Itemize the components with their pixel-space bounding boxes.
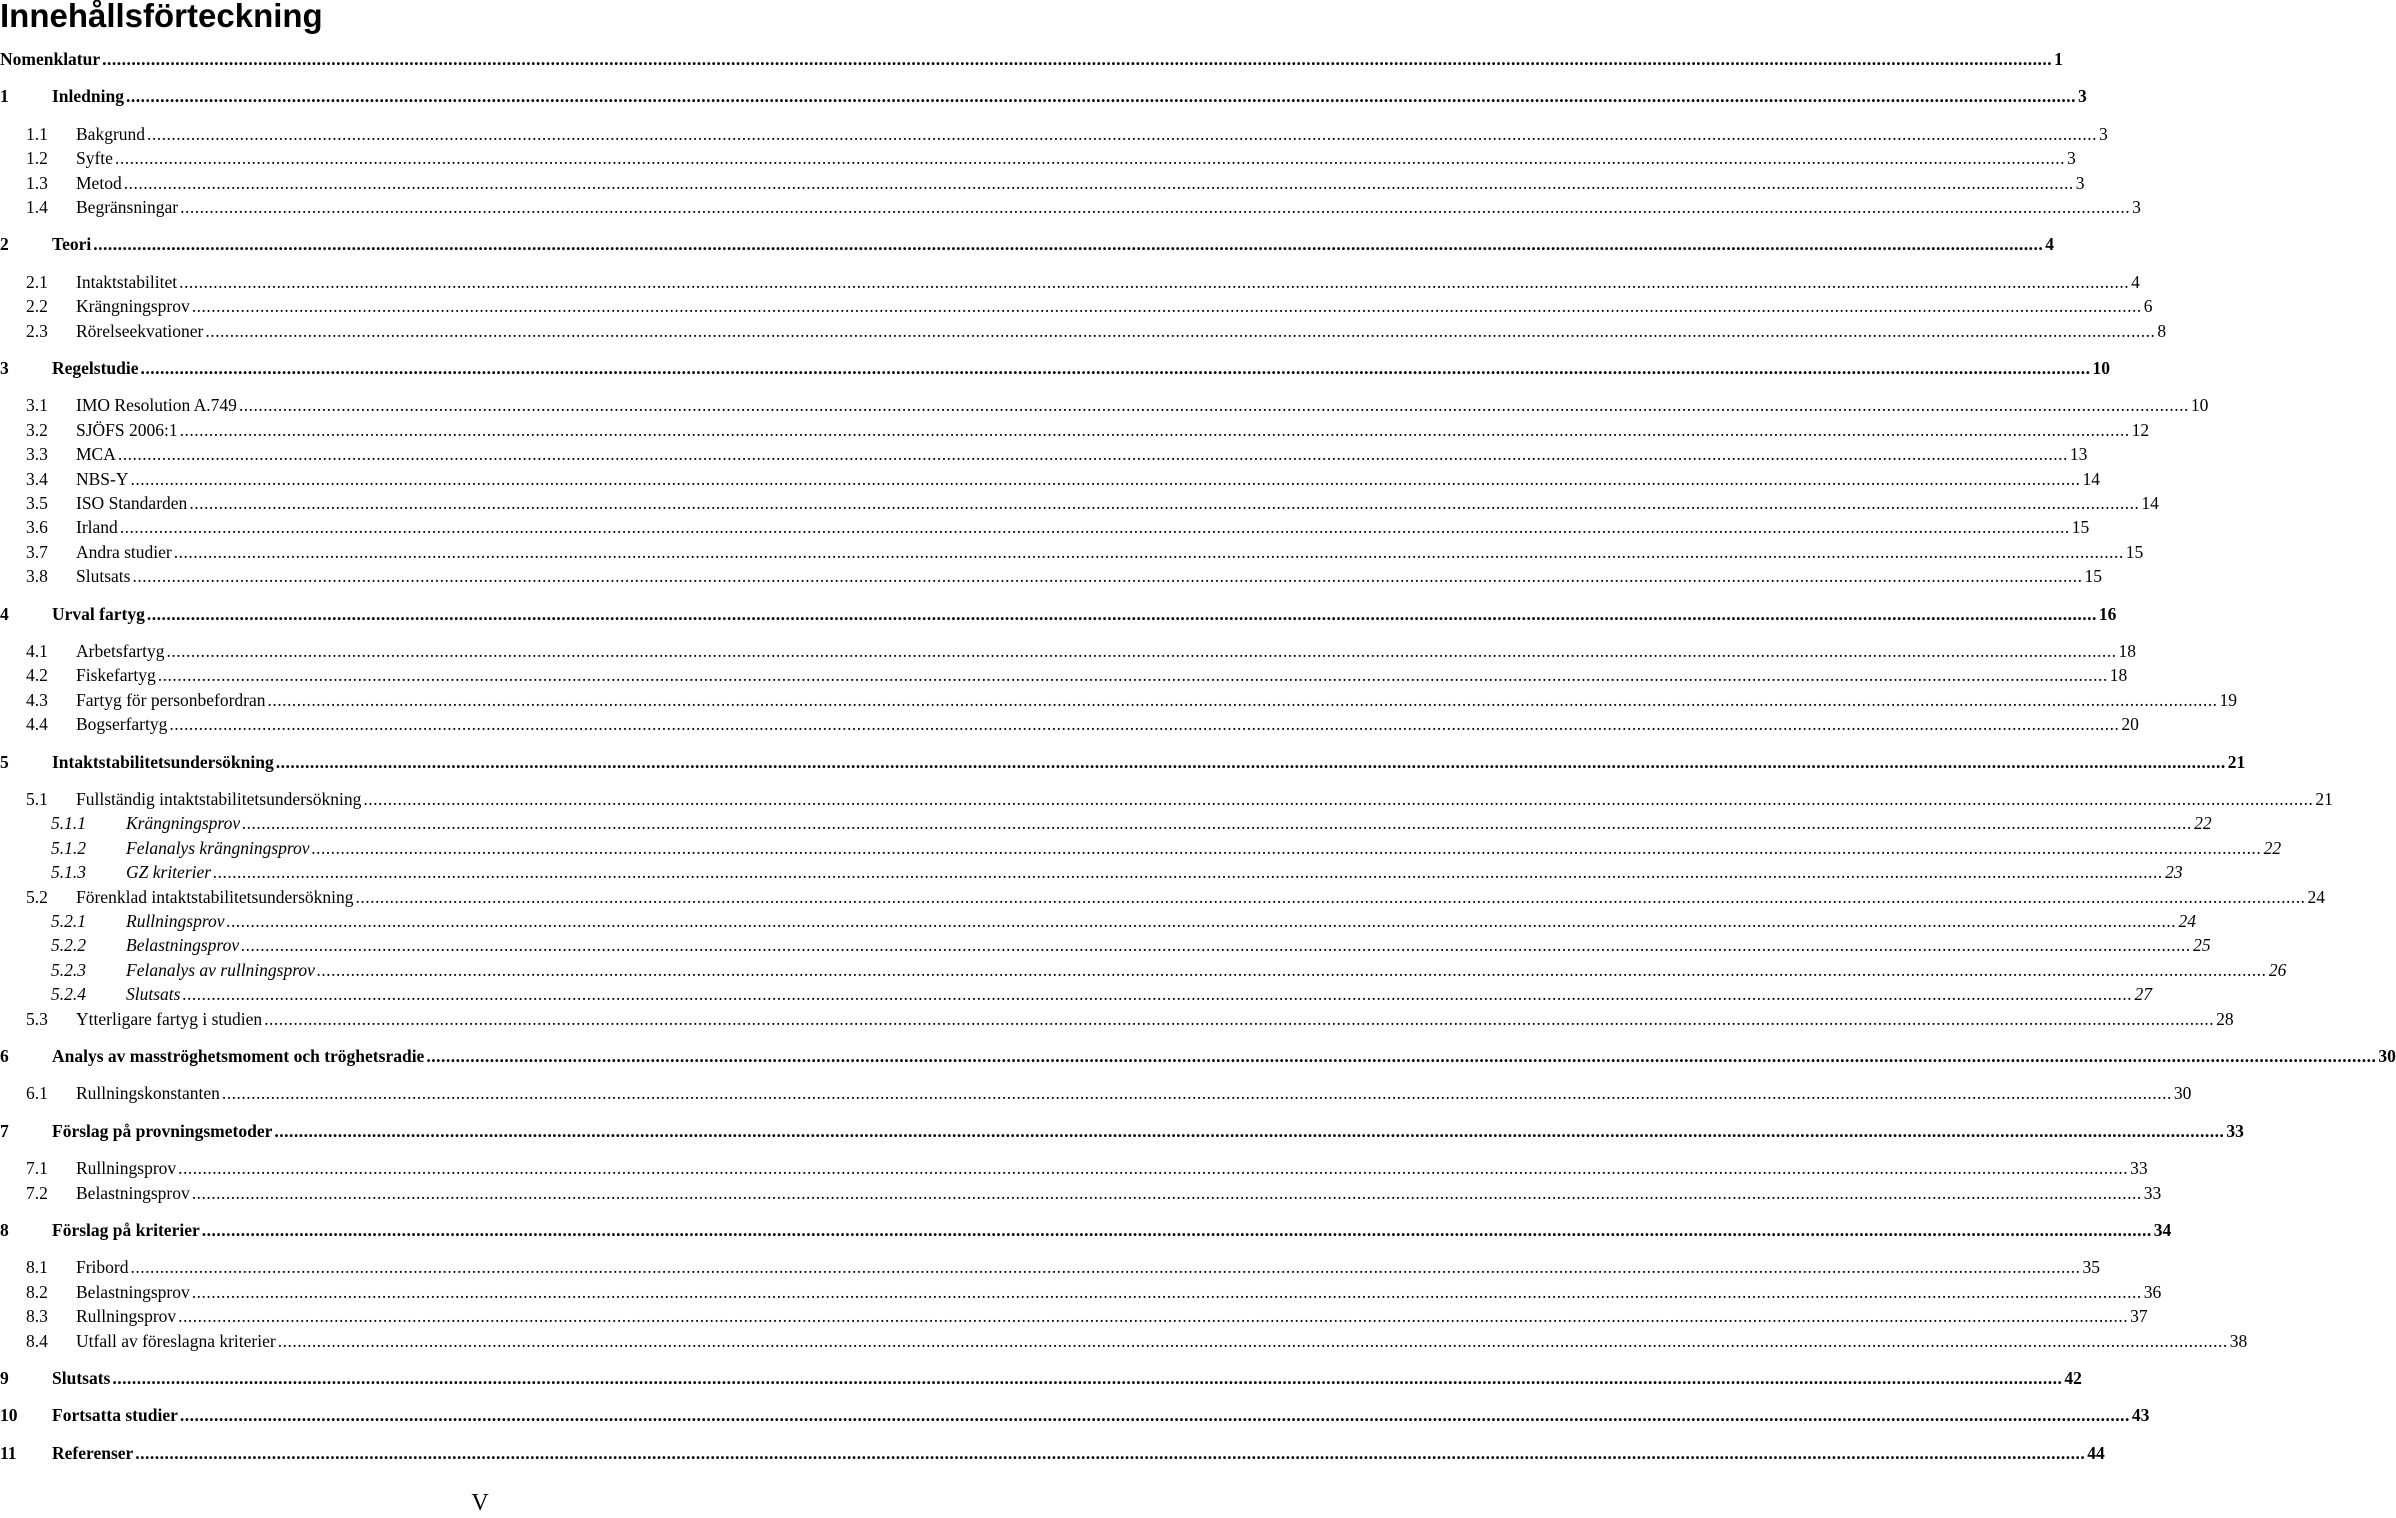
toc-entry-label: Analys av masströghetsmoment och tröghetsradie bbox=[52, 1046, 425, 1066]
dot-leader: ................................................................................................................................................................................................................................................................................................................................................................................................................ bbox=[191, 296, 2142, 317]
toc-entry-page: 14 bbox=[2082, 468, 2101, 489]
toc-entry-label: Intaktstabilitetsundersökning bbox=[52, 751, 274, 772]
toc-entry-line bbox=[126, 811, 2212, 835]
toc-entry-number: 3.2 bbox=[26, 419, 48, 440]
toc-entry-line bbox=[0, 47, 2063, 71]
toc-section-entry[interactable] bbox=[0, 1156, 2148, 1180]
toc-entry-label: Begränsningar bbox=[76, 197, 179, 217]
toc-entry-label: Förenklad intaktstabilitetsundersökning bbox=[76, 886, 354, 907]
toc-entry-number: 3.7 bbox=[26, 541, 48, 562]
toc-entry-number: 3.6 bbox=[26, 517, 48, 538]
toc-entry-label: Fortsatta studier bbox=[52, 1405, 178, 1426]
toc-entry-line bbox=[76, 1181, 2162, 1205]
toc-entry-line bbox=[76, 885, 2326, 909]
toc-entry-label: Krängningsprov bbox=[126, 813, 241, 834]
toc-entry-label: Teori bbox=[52, 234, 92, 255]
toc-entry-number: 9 bbox=[0, 1368, 9, 1388]
toc-entry-label: Rullningsprov bbox=[76, 1158, 177, 1179]
toc-entry-page: 20 bbox=[2121, 714, 2139, 735]
toc-entry-number: 4.3 bbox=[26, 689, 48, 710]
toc-chapter-entry[interactable] bbox=[0, 1366, 2082, 1390]
toc-section-entry[interactable] bbox=[0, 1007, 2234, 1031]
dot-leader: ................................................................................................................................................................................................................................................................................................................................................................................................................ bbox=[221, 1083, 2172, 1104]
toc-entry-number: 3.4 bbox=[26, 468, 48, 489]
toc-entry-line bbox=[76, 1081, 2192, 1105]
toc-entry-number: 1.2 bbox=[26, 148, 48, 169]
toc-entry-line bbox=[76, 294, 2153, 318]
toc-entry-number: 2 bbox=[0, 234, 9, 255]
toc-entry-line bbox=[76, 1280, 2162, 1304]
dot-leader: ................................................................................................................................................................................................................................................................................................................................................................................................................ bbox=[275, 751, 2226, 772]
toc-entry-number: 4.2 bbox=[26, 665, 48, 686]
dot-leader: ................................................................................................................................................................................................................................................................................................................................................................................................................ bbox=[179, 419, 2130, 440]
dot-leader: ................................................................................................................................................................................................................................................................................................................................................................................................................ bbox=[114, 148, 2065, 169]
toc-entry-line bbox=[76, 442, 2088, 466]
toc-section-entry[interactable] bbox=[0, 195, 2141, 219]
toc-entry-number: 8.1 bbox=[26, 1257, 48, 1278]
toc-entry-label: Fiskefartyg bbox=[76, 665, 156, 686]
dot-leader: ................................................................................................................................................................................................................................................................................................................................................................................................................ bbox=[426, 1046, 2377, 1066]
toc-entry-line bbox=[126, 860, 2183, 884]
toc-entry-line bbox=[76, 787, 2333, 811]
toc-entry-page: 30 bbox=[2173, 1083, 2192, 1104]
toc-entry-page: 4 bbox=[2045, 234, 2054, 255]
dot-leader: ................................................................................................................................................................................................................................................................................................................................................................................................................ bbox=[130, 468, 2081, 489]
toc-entry-line bbox=[76, 712, 2139, 736]
toc-entry-line bbox=[52, 1044, 2396, 1068]
toc-entry-page: 24 bbox=[2178, 911, 2197, 931]
toc-chapter-entry[interactable] bbox=[0, 750, 2246, 774]
toc-entry-page: 33 bbox=[2143, 1182, 2162, 1203]
toc-entry-number: 2.2 bbox=[26, 296, 48, 317]
toc-entry-page: 33 bbox=[2130, 1158, 2148, 1179]
toc-entry-line bbox=[76, 270, 2140, 294]
toc-entry-page: 3 bbox=[2099, 123, 2108, 144]
toc-entry-number: 5.1.3 bbox=[51, 862, 86, 883]
dot-leader: ................................................................................................................................................................................................................................................................................................................................................................................................................ bbox=[93, 234, 2044, 255]
toc-chapter-entry[interactable] bbox=[0, 1044, 2396, 1068]
dot-leader: ................................................................................................................................................................................................................................................................................................................................................................................................................ bbox=[180, 197, 2131, 217]
toc-entry-page: 27 bbox=[2134, 984, 2152, 1005]
toc-entry-number: 8.4 bbox=[26, 1330, 48, 1351]
toc-entry-line bbox=[76, 393, 2209, 417]
toc-entry-line bbox=[76, 195, 2141, 219]
dot-leader: ................................................................................................................................................................................................................................................................................................................................................................................................................ bbox=[135, 1442, 2086, 1463]
toc-section-entry[interactable] bbox=[0, 787, 2333, 811]
toc-section-entry[interactable] bbox=[0, 418, 2150, 442]
toc-entry-label: NBS-Y bbox=[76, 468, 129, 489]
toc-entry-page: 10 bbox=[2092, 358, 2111, 378]
toc-entry-line bbox=[76, 1007, 2234, 1031]
dot-leader: ................................................................................................................................................................................................................................................................................................................................................................................................................ bbox=[179, 271, 2130, 292]
toc-chapter-entry[interactable] bbox=[0, 1441, 2105, 1465]
toc-entry-page: 15 bbox=[2125, 541, 2144, 562]
dot-leader: ................................................................................................................................................................................................................................................................................................................................................................................................................ bbox=[117, 444, 2068, 465]
dot-leader: ................................................................................................................................................................................................................................................................................................................................................................................................................ bbox=[355, 886, 2306, 907]
toc-entry-line bbox=[52, 356, 2111, 380]
toc-entry-number: 4.4 bbox=[26, 714, 48, 735]
toc-entry-page: 3 bbox=[2132, 197, 2141, 217]
toc-section-entry[interactable] bbox=[0, 1081, 2192, 1105]
toc-entry-label: Urval fartyg bbox=[52, 603, 145, 624]
toc-entry-page: 30 bbox=[2378, 1046, 2396, 1066]
toc-entry-page: 6 bbox=[2143, 296, 2153, 317]
toc-entry-label: Utfall av föreslagna kriterier bbox=[76, 1330, 276, 1351]
toc-section-entry[interactable] bbox=[0, 146, 2076, 170]
toc-entry-number: 5.1.1 bbox=[51, 813, 86, 834]
toc-entry-page: 15 bbox=[2071, 517, 2090, 538]
toc-subsection-entry[interactable] bbox=[0, 860, 2183, 884]
toc-entry-number: 8 bbox=[0, 1220, 9, 1240]
toc-entry-number: 1.4 bbox=[26, 197, 48, 217]
toc-section-entry[interactable] bbox=[0, 122, 2108, 146]
toc-entry-label: Bakgrund bbox=[76, 123, 146, 144]
dot-leader: ................................................................................................................................................................................................................................................................................................................................................................................................................ bbox=[264, 1008, 2215, 1029]
toc-entry-label: Metod bbox=[76, 172, 122, 193]
toc-entry-page: 19 bbox=[2219, 689, 2238, 710]
toc-entry-line bbox=[76, 639, 2136, 663]
toc-entry-line bbox=[76, 540, 2144, 564]
toc-section-entry[interactable] bbox=[0, 688, 2238, 712]
toc-entry-line bbox=[76, 491, 2159, 515]
dot-leader: ................................................................................................................................................................................................................................................................................................................................................................................................................ bbox=[182, 984, 2133, 1005]
toc-entry-page: 28 bbox=[2216, 1008, 2234, 1029]
toc-entry-line bbox=[76, 1156, 2148, 1180]
toc-section-entry[interactable] bbox=[0, 442, 2088, 466]
toc-entry-label: Arbetsfartyg bbox=[76, 641, 165, 661]
toc-entry-page: 3 bbox=[2075, 172, 2085, 193]
toc-entry-page: 21 bbox=[2227, 751, 2246, 772]
toc-entry-label: Fribord bbox=[76, 1257, 129, 1278]
toc-section-entry[interactable] bbox=[0, 491, 2159, 515]
toc-entry-page: 3 bbox=[2077, 86, 2087, 107]
toc-entry-line bbox=[76, 171, 2085, 195]
dot-leader: ................................................................................................................................................................................................................................................................................................................................................................................................................ bbox=[112, 1368, 2063, 1388]
toc-entry-number: 7.1 bbox=[26, 1158, 48, 1179]
dot-leader: ................................................................................................................................................................................................................................................................................................................................................................................................................ bbox=[132, 566, 2083, 587]
dot-leader: ................................................................................................................................................................................................................................................................................................................................................................................................................ bbox=[166, 641, 2117, 661]
toc-entry-label: Slutsats bbox=[52, 1368, 111, 1388]
dot-leader: ................................................................................................................................................................................................................................................................................................................................................................................................................ bbox=[102, 49, 2053, 69]
toc-entry-page: 44 bbox=[2087, 1442, 2105, 1463]
toc-entry-page: 10 bbox=[2190, 395, 2209, 416]
toc-section-entry[interactable] bbox=[0, 319, 2167, 343]
toc-entry-number: 1 bbox=[0, 86, 9, 107]
toc-entry-number: 5.2.1 bbox=[51, 911, 86, 931]
dot-leader: ................................................................................................................................................................................................................................................................................................................................................................................................................ bbox=[213, 862, 2164, 883]
toc-section-entry[interactable] bbox=[0, 294, 2153, 318]
toc-entry-label: GZ kriterier bbox=[126, 862, 212, 883]
toc-entry-page: 33 bbox=[2226, 1120, 2244, 1141]
toc-entry-label: MCA bbox=[76, 444, 116, 465]
dot-leader: ................................................................................................................................................................................................................................................................................................................................................................................................................ bbox=[242, 813, 2193, 834]
dot-leader: ................................................................................................................................................................................................................................................................................................................................................................................................................ bbox=[178, 1158, 2129, 1179]
toc-entry-number: 5.2.3 bbox=[51, 959, 86, 980]
toc-entry-label: ISO Standarden bbox=[76, 493, 188, 513]
toc-entry-line bbox=[52, 1441, 2105, 1465]
toc-entry-label: Krängningsprov bbox=[76, 296, 190, 317]
dot-leader: ................................................................................................................................................................................................................................................................................................................................................................................................................ bbox=[205, 320, 2156, 341]
dot-leader: ................................................................................................................................................................................................................................................................................................................................................................................................................ bbox=[130, 1257, 2081, 1278]
toc-entry-number: 1.1 bbox=[26, 123, 48, 144]
toc-entry-number: 10 bbox=[0, 1405, 18, 1426]
toc-entry-line bbox=[76, 418, 2150, 442]
toc-entry-number: 4 bbox=[0, 603, 9, 624]
toc-entry-line bbox=[76, 564, 2102, 588]
toc-section-entry[interactable] bbox=[0, 270, 2140, 294]
toc-entry-number: 11 bbox=[0, 1442, 17, 1463]
toc-entry-number: 3.8 bbox=[26, 566, 48, 587]
dot-leader: ................................................................................................................................................................................................................................................................................................................................................................................................................ bbox=[316, 959, 2267, 980]
dot-leader: ................................................................................................................................................................................................................................................................................................................................................................................................................ bbox=[140, 358, 2091, 378]
toc-chapter-entry[interactable] bbox=[0, 356, 2111, 380]
toc-subsection-entry[interactable] bbox=[0, 909, 2197, 933]
toc-section-entry[interactable] bbox=[0, 1280, 2162, 1304]
toc-chapter-entry[interactable] bbox=[0, 1119, 2244, 1143]
toc-entry-page: 13 bbox=[2069, 444, 2088, 465]
toc-entry-label: Felanalys krängningsprov bbox=[126, 837, 310, 858]
toc-entry-label: Slutsats bbox=[126, 984, 181, 1005]
toc-entry-number: 3.3 bbox=[26, 444, 48, 465]
toc-entry-label: Referenser bbox=[52, 1442, 134, 1463]
toc-entry-line bbox=[76, 319, 2167, 343]
toc-entry-line bbox=[52, 1119, 2244, 1143]
toc-entry-label: Rullningsprov bbox=[126, 911, 225, 931]
toc-entry-number: 2.1 bbox=[26, 271, 48, 292]
toc-entry-number: 5.2 bbox=[26, 886, 48, 907]
toc-entry-page: 12 bbox=[2131, 419, 2150, 440]
toc-entry-page: 38 bbox=[2229, 1330, 2248, 1351]
toc-entry-line bbox=[52, 84, 2087, 108]
toc-entry-line bbox=[126, 836, 2282, 860]
dot-leader: ................................................................................................................................................................................................................................................................................................................................................................................................................ bbox=[363, 789, 2314, 809]
toc-entry-line bbox=[76, 467, 2101, 491]
toc-chapter-entry[interactable] bbox=[0, 1218, 2172, 1242]
toc-subsection-entry[interactable] bbox=[0, 836, 2282, 860]
toc-entry-label: Andra studier bbox=[76, 541, 172, 562]
toc-entry-page: 15 bbox=[2084, 566, 2102, 587]
toc-entry-line bbox=[52, 602, 2117, 626]
toc-entry-number: 5.3 bbox=[26, 1008, 48, 1029]
toc-entry-page: 14 bbox=[2141, 493, 2159, 513]
toc-entry-label: SJÖFS 2006:1 bbox=[76, 419, 178, 440]
dot-leader: ................................................................................................................................................................................................................................................................................................................................................................................................................ bbox=[201, 1220, 2152, 1240]
dot-leader: ................................................................................................................................................................................................................................................................................................................................................................................................................ bbox=[267, 689, 2218, 710]
toc-section-entry[interactable] bbox=[0, 712, 2139, 736]
toc-section-entry[interactable] bbox=[0, 515, 2090, 539]
toc-entry-page: 3 bbox=[2066, 148, 2076, 169]
dot-leader: ................................................................................................................................................................................................................................................................................................................................................................................................................ bbox=[226, 911, 2177, 931]
toc-entry-label: Irland bbox=[76, 517, 118, 538]
toc-entry-page: 36 bbox=[2143, 1281, 2162, 1302]
toc-entry-label: Förslag på provningsmetoder bbox=[52, 1120, 273, 1141]
toc-entry-page: 24 bbox=[2307, 886, 2326, 907]
toc-entry-page: 21 bbox=[2315, 789, 2333, 809]
toc-entry-line bbox=[76, 515, 2090, 539]
toc-entry-label: Förslag på kriterier bbox=[52, 1220, 200, 1240]
toc-entry-page: 4 bbox=[2131, 271, 2140, 292]
toc-entry-number: 5 bbox=[0, 751, 9, 772]
toc-entry-line bbox=[52, 750, 2246, 774]
toc-entry-label: Belastningsprov bbox=[76, 1281, 190, 1302]
toc-entry-page: 35 bbox=[2082, 1257, 2100, 1278]
toc-section-entry[interactable] bbox=[0, 1329, 2248, 1353]
toc-entry-number: 2.3 bbox=[26, 320, 48, 341]
toc-entry-page: 43 bbox=[2131, 1405, 2150, 1426]
toc-section-entry[interactable] bbox=[0, 564, 2102, 588]
toc-entry-label: Nomenklatur bbox=[0, 49, 101, 69]
toc-entry-number: 6 bbox=[0, 1046, 9, 1066]
toc-entry-label: Belastningsprov bbox=[76, 1182, 190, 1203]
toc-entry-line bbox=[76, 663, 2128, 687]
toc-section-entry[interactable] bbox=[0, 171, 2085, 195]
toc-entry-line bbox=[126, 933, 2211, 957]
toc-entry-number: 1.3 bbox=[26, 172, 48, 193]
toc-section-entry[interactable] bbox=[0, 1304, 2148, 1328]
toc-chapter-entry[interactable] bbox=[0, 84, 2087, 108]
dot-leader: ................................................................................................................................................................................................................................................................................................................................................................................................................ bbox=[146, 603, 2097, 624]
toc-entry-page: 23 bbox=[2165, 862, 2183, 883]
dot-leader: ................................................................................................................................................................................................................................................................................................................................................................................................................ bbox=[123, 172, 2074, 193]
toc-entry-label: Regelstudie bbox=[52, 358, 139, 378]
toc-entry-line bbox=[76, 1255, 2100, 1279]
toc-section-entry[interactable] bbox=[0, 639, 2136, 663]
toc-entry-page: 34 bbox=[2153, 1220, 2172, 1240]
dot-leader: ................................................................................................................................................................................................................................................................................................................................................................................................................ bbox=[173, 541, 2124, 562]
toc-entry-label: Syfte bbox=[76, 148, 113, 169]
toc-entry-number: 5.1.2 bbox=[51, 837, 86, 858]
toc-entry-number: 3.1 bbox=[26, 395, 48, 416]
dot-leader: ................................................................................................................................................................................................................................................................................................................................................................................................................ bbox=[169, 714, 2120, 735]
toc-entry-page: 37 bbox=[2130, 1306, 2148, 1327]
toc-entry-page: 1 bbox=[2054, 49, 2063, 69]
toc-entry-page: 8 bbox=[2157, 320, 2167, 341]
toc-entry-number: 5.2.4 bbox=[51, 984, 86, 1005]
dot-leader: ................................................................................................................................................................................................................................................................................................................................................................................................................ bbox=[311, 837, 2262, 858]
toc-entry-line bbox=[52, 232, 2054, 256]
dot-leader: ................................................................................................................................................................................................................................................................................................................................................................................................................ bbox=[191, 1281, 2142, 1302]
toc-entry-label: Bogserfartyg bbox=[76, 714, 168, 735]
toc-entry-label: Fartyg för personbefordran bbox=[76, 689, 266, 710]
toc-entry-line bbox=[126, 909, 2197, 933]
toc-chapter-entry[interactable] bbox=[0, 1403, 2150, 1427]
toc-entry-page: 16 bbox=[2098, 603, 2117, 624]
toc-entry-label: Rullningsprov bbox=[76, 1306, 177, 1327]
toc-section-entry[interactable] bbox=[0, 885, 2326, 909]
dot-leader: ................................................................................................................................................................................................................................................................................................................................................................................................................ bbox=[157, 665, 2108, 686]
toc-entry-number: 3 bbox=[0, 358, 9, 378]
toc-entry-label: Rörelseekvationer bbox=[76, 320, 204, 341]
toc-entry-page: 26 bbox=[2268, 959, 2287, 980]
toc-entry-number: 7.2 bbox=[26, 1182, 48, 1203]
toc-entry-number: 5.2.2 bbox=[51, 935, 86, 956]
toc-entry-label: Ytterligare fartyg i studien bbox=[76, 1008, 263, 1029]
dot-leader: ................................................................................................................................................................................................................................................................................................................................................................................................................ bbox=[125, 86, 2076, 107]
dot-leader: ................................................................................................................................................................................................................................................................................................................................................................................................................ bbox=[178, 1306, 2129, 1327]
toc-entry-number: 7 bbox=[0, 1120, 9, 1141]
toc-entry-line bbox=[76, 122, 2108, 146]
toc-entry-number: 6.1 bbox=[26, 1083, 48, 1104]
toc-entry-number: 8.2 bbox=[26, 1281, 48, 1302]
toc-entry-line bbox=[52, 1403, 2150, 1427]
toc-entry-number: 5.1 bbox=[26, 789, 48, 809]
toc-entry-page: 18 bbox=[2118, 641, 2136, 661]
toc-subsection-entry[interactable] bbox=[0, 982, 2152, 1006]
toc-chapter-entry[interactable] bbox=[0, 602, 2117, 626]
toc-entry-line bbox=[76, 146, 2076, 170]
toc-entry-line bbox=[52, 1366, 2082, 1390]
dot-leader: ................................................................................................................................................................................................................................................................................................................................................................................................................ bbox=[277, 1330, 2228, 1351]
toc-entry-line bbox=[76, 1304, 2148, 1328]
toc-subsection-entry[interactable] bbox=[0, 933, 2211, 957]
toc-entry-label: IMO Resolution A.749 bbox=[76, 395, 237, 416]
toc-entry-label: Rullningskonstanten bbox=[76, 1083, 220, 1104]
toc-entry-page: 22 bbox=[2263, 837, 2282, 858]
toc-entry-number: 3.5 bbox=[26, 493, 48, 513]
dot-leader: ................................................................................................................................................................................................................................................................................................................................................................................................................ bbox=[179, 1405, 2130, 1426]
toc-entry-line bbox=[76, 688, 2238, 712]
toc-section-entry[interactable] bbox=[0, 540, 2144, 564]
toc-entry-page: 42 bbox=[2064, 1368, 2082, 1388]
dot-leader: ................................................................................................................................................................................................................................................................................................................................................................................................................ bbox=[147, 123, 2098, 144]
toc-section-entry[interactable] bbox=[0, 1181, 2162, 1205]
toc-entry-page: 18 bbox=[2109, 665, 2128, 686]
dot-leader: ................................................................................................................................................................................................................................................................................................................................................................................................................ bbox=[238, 395, 2189, 416]
toc-entry-page: 22 bbox=[2194, 813, 2212, 834]
page-number: V bbox=[471, 1490, 489, 1516]
dot-leader: ................................................................................................................................................................................................................................................................................................................................................................................................................ bbox=[191, 1182, 2142, 1203]
toc-chapter-entry[interactable] bbox=[0, 47, 2063, 71]
dot-leader: ................................................................................................................................................................................................................................................................................................................................................................................................................ bbox=[119, 517, 2070, 538]
toc-chapter-entry[interactable] bbox=[0, 232, 2054, 256]
toc-subsection-entry[interactable] bbox=[0, 811, 2212, 835]
toc-entry-page: 25 bbox=[2193, 935, 2211, 956]
toc-entry-number: 4.1 bbox=[26, 641, 48, 661]
toc-entry-label: Inledning bbox=[52, 86, 124, 107]
toc-entry-label: Felanalys av rullningsprov bbox=[126, 959, 315, 980]
toc-section-entry[interactable] bbox=[0, 393, 2209, 417]
toc-entry-label: Intaktstabilitet bbox=[76, 271, 178, 292]
toc-title: Innehållsförteckning bbox=[0, 0, 323, 34]
toc-entry-label: Fullständig intaktstabilitetsundersökning bbox=[76, 789, 362, 809]
toc-section-entry[interactable] bbox=[0, 467, 2101, 491]
dot-leader: ................................................................................................................................................................................................................................................................................................................................................................................................................ bbox=[274, 1120, 2225, 1141]
toc-entry-label: Belastningsprov bbox=[126, 935, 240, 956]
toc-subsection-entry[interactable] bbox=[0, 958, 2287, 982]
toc-entry-number: 8.3 bbox=[26, 1306, 48, 1327]
toc-entry-line bbox=[126, 982, 2152, 1006]
toc-entry-label: Slutsats bbox=[76, 566, 131, 587]
toc-section-entry[interactable] bbox=[0, 1255, 2100, 1279]
dot-leader: ................................................................................................................................................................................................................................................................................................................................................................................................................ bbox=[241, 935, 2192, 956]
toc-entry-line bbox=[52, 1218, 2172, 1242]
dot-leader: ................................................................................................................................................................................................................................................................................................................................................................................................................ bbox=[189, 493, 2140, 513]
toc-section-entry[interactable] bbox=[0, 663, 2128, 687]
toc-entry-line bbox=[76, 1329, 2248, 1353]
toc-entry-line bbox=[126, 958, 2287, 982]
